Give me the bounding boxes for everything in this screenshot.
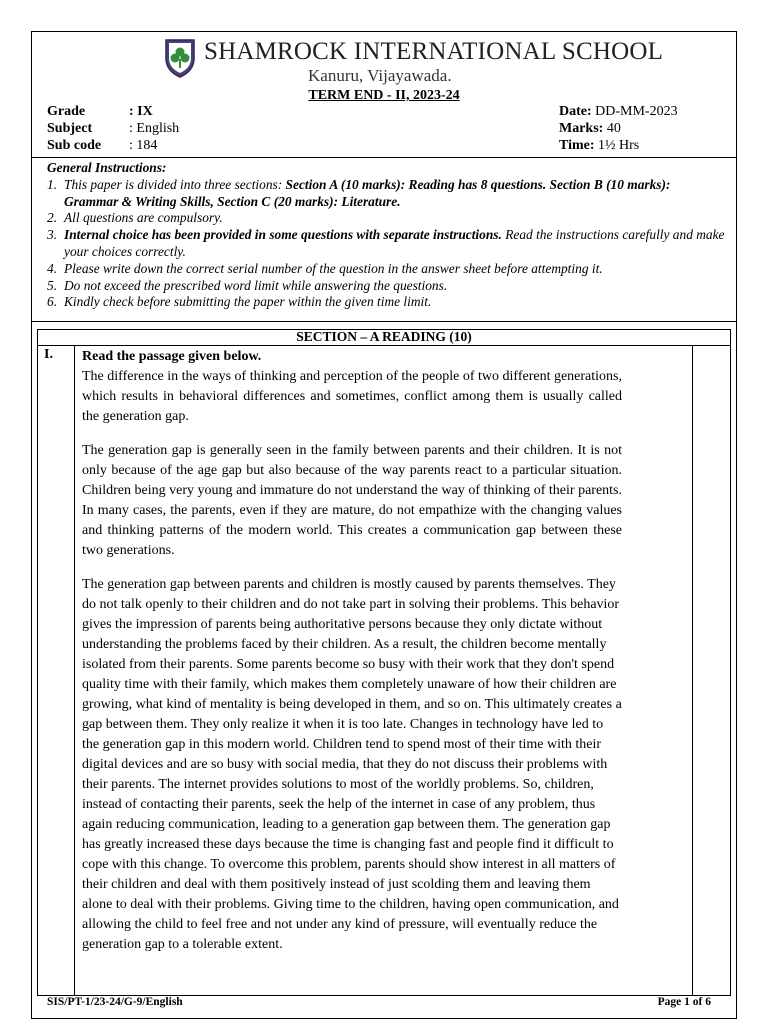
instructions-heading: General Instructions: bbox=[47, 160, 167, 175]
school-crest-logo bbox=[164, 38, 196, 78]
exam-title: TERM END - II, 2023-24 bbox=[308, 88, 460, 103]
grade-label: Grade bbox=[47, 104, 86, 119]
school-location: Kanuru, Vijayawada. bbox=[308, 66, 452, 85]
instruction-text: Do not exceed the prescribed word limit while answering the questions. bbox=[64, 277, 448, 293]
page-number: Page 1 of 6 bbox=[657, 996, 711, 1008]
header-divider bbox=[32, 157, 736, 158]
subject-row bbox=[47, 121, 179, 137]
subcode-label: Sub code bbox=[47, 138, 102, 153]
marks-label: Marks: bbox=[559, 121, 604, 136]
passage-paragraph: The difference in the ways of thinking and perception of the people of two different generations, which results in behavioral differences and sometimes, conflict among them is usually called the generation gap. bbox=[82, 369, 622, 424]
time-label: Time: bbox=[559, 138, 595, 153]
section-title: SECTION – A READING (10) bbox=[37, 329, 731, 346]
date-row bbox=[559, 104, 678, 120]
subject-label: Subject bbox=[47, 121, 93, 136]
instruction-number: 5. bbox=[47, 277, 58, 293]
instruction-text: Read the instructions carefully and make your choices correctly. bbox=[64, 227, 725, 259]
instruction-text-bold: Internal choice has been provided in some questions with separate instructions. bbox=[64, 227, 502, 243]
passage-instruction: Read the passage given below. bbox=[82, 349, 262, 364]
subject-value: : English bbox=[129, 121, 180, 136]
passage-paragraph: The generation gap between parents and children is mostly caused by parents themselves. They do not talk openly to their children and do not take part in solving their problems. This behavior gives the impression of parents being authoritative persons because they only dictate without understanding the problems faced by their children. As a result, the children become mentally isolated from their parents. Some parents become so busy with their work that they don't spend quality time with their family, which makes them completely unaware of how their children are growing, what kind of mentality is being developed in them, and so on. This ultimately creates a gap between them. They only realize it when it is too late. Changes in technology have led to the generation gap in this modern world. Children tend to spend most of their time with their digital devices and are so busy with social media, that they do not discuss their problems with their parents. The internet provides solutions to most of the worldly problems. So, children, instead of contacting their parents, seek the help of the internet in case of any problem, thus again reducing communication, leading to a generation gap between them. The generation gap has greatly increased these days because the time is changing fast and people find it difficult to cope with this change. To overcome this problem, parents should show interest in all matters of their children and deal with them positively instead of just scolding them and leaving them alone to deal with their problems. Giving time to the children, having open communication, and allowing the child to feel free and not under any kind of pressure, will eventually reduce the generation gap to a tolerable extent. bbox=[82, 577, 622, 952]
column-divider bbox=[692, 346, 693, 996]
subcode-row bbox=[47, 138, 157, 154]
column-divider bbox=[74, 346, 75, 996]
passage-paragraph: The generation gap is generally seen in the family between parents and their children. It is not only because of the age gap but also because of the way parents react to a particular situation. Children being very young and immature do not understand the way of thinking of their parents. In many cases, the parents, even if they are mature, do not empathize with the changing values and thinking patterns of the modern world. This creates a communication gap between these two generations. bbox=[82, 443, 622, 558]
instruction-item bbox=[47, 210, 727, 227]
instruction-number: 3. bbox=[47, 227, 58, 243]
instruction-number: 4. bbox=[47, 260, 58, 276]
instruction-item bbox=[47, 261, 727, 278]
instruction-item bbox=[47, 278, 727, 295]
time-value: 1½ Hrs bbox=[598, 138, 640, 153]
reading-passage bbox=[82, 347, 622, 955]
marks-value: 40 bbox=[606, 121, 621, 136]
subcode-value: : 184 bbox=[129, 138, 158, 153]
instruction-number: 1. bbox=[47, 176, 58, 192]
instruction-item bbox=[47, 294, 727, 311]
question-number: I. bbox=[44, 347, 53, 362]
grade-value: : IX bbox=[129, 104, 153, 119]
instruction-text-bold: Section A (10 marks): Reading has 8 questions. Section B (10 marks): Grammar & Writing Skills, Section C (20 marks): Literature. bbox=[64, 176, 671, 209]
instruction-text: All questions are compulsory. bbox=[64, 210, 223, 226]
instruction-number: 6. bbox=[47, 294, 58, 310]
instruction-number: 2. bbox=[47, 210, 58, 226]
time-row bbox=[559, 138, 639, 154]
date-label: Date: bbox=[559, 104, 592, 119]
paper-code: SIS/PT-1/23-24/G-9/English bbox=[47, 996, 183, 1008]
marks-row bbox=[559, 121, 621, 137]
instruction-text: Please write down the correct serial number of the question in the answer sheet before attempting it. bbox=[64, 260, 603, 276]
instructions-divider bbox=[32, 321, 736, 322]
instruction-item bbox=[47, 227, 727, 261]
date-value: DD-MM-2023 bbox=[595, 104, 678, 119]
general-instructions bbox=[47, 160, 727, 311]
instruction-text: This paper is divided into three sections: bbox=[64, 176, 286, 192]
grade-row bbox=[47, 104, 153, 120]
school-name: SHAMROCK INTERNATIONAL SCHOOL bbox=[204, 38, 664, 65]
instruction-text: Kindly check before submitting the paper within the given time limit. bbox=[64, 294, 432, 310]
instruction-item bbox=[47, 177, 727, 211]
